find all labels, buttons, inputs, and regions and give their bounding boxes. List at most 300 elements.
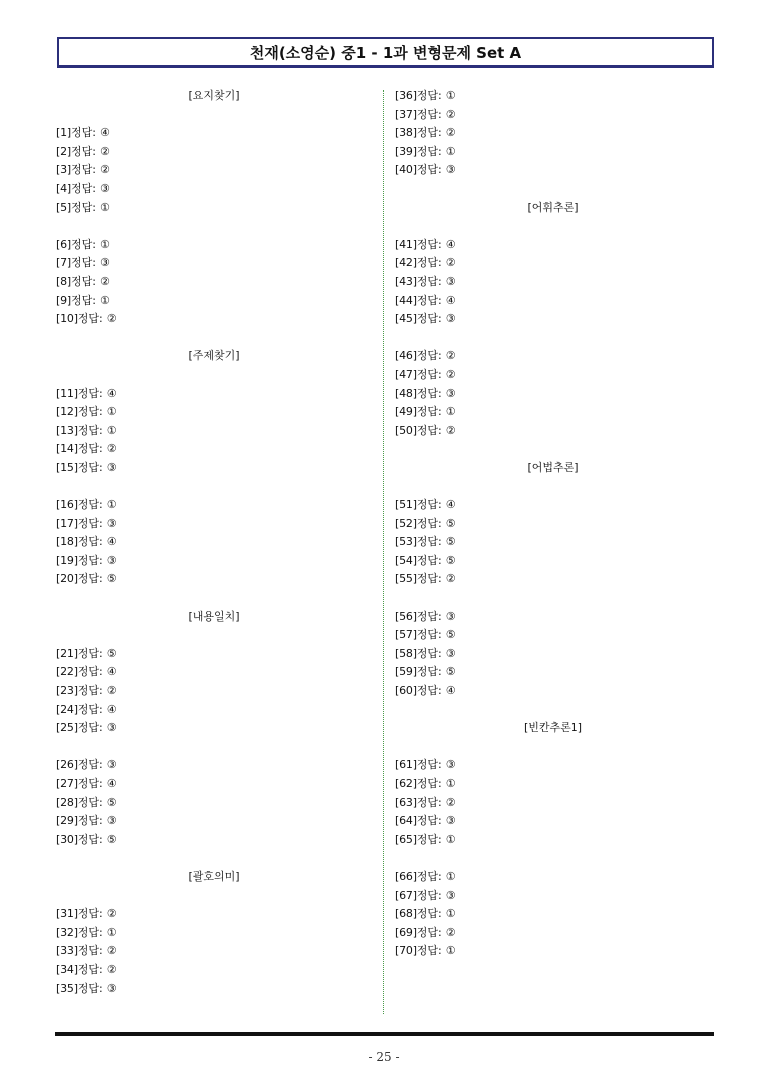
spacer-row	[395, 849, 695, 868]
answer-row	[395, 756, 695, 775]
answer-value: ⑤	[445, 628, 456, 642]
answer-row	[395, 366, 695, 385]
answer-label: 정답:	[416, 609, 442, 623]
answer-value: ②	[445, 256, 456, 270]
answer-value: ③	[445, 646, 456, 660]
answer-row	[395, 831, 695, 850]
answer-value: ③	[445, 609, 456, 623]
answer-value: ⑤	[445, 553, 456, 567]
answer-label: 정답:	[416, 405, 442, 419]
answer-row	[56, 756, 356, 775]
answer-label: 정답:	[77, 460, 103, 474]
answer-value: ③	[106, 516, 117, 530]
question-number: [49]	[395, 405, 417, 419]
answer-value: ③	[445, 163, 456, 177]
question-number: [9]	[56, 293, 71, 307]
spacer-row	[395, 589, 695, 608]
question-number: [18]	[56, 535, 78, 549]
answer-row	[395, 143, 695, 162]
question-number: [32]	[56, 925, 78, 939]
question-number: [35]	[56, 981, 78, 995]
question-number: [2]	[56, 144, 71, 158]
question-number: [70]	[395, 944, 417, 958]
answer-label: 정답:	[416, 312, 442, 326]
question-number: [56]	[395, 609, 417, 623]
answer-label: 정답:	[77, 684, 103, 697]
answer-value: ④	[106, 665, 117, 679]
answer-label: 정답:	[416, 386, 442, 400]
answer-value: ①	[99, 293, 110, 307]
answer-label: 정답:	[77, 646, 103, 660]
answer-value: ②	[99, 163, 110, 177]
answer-row	[56, 719, 356, 738]
answer-label: 정답:	[416, 944, 442, 958]
answer-row	[395, 124, 695, 143]
answer-label: 정답:	[77, 832, 103, 846]
answer-row	[395, 292, 695, 311]
answer-row	[56, 701, 356, 720]
answer-value: ③	[99, 256, 110, 270]
answer-value: ③	[445, 888, 456, 902]
question-number: [42]	[395, 256, 417, 270]
answer-label: 정답:	[416, 814, 442, 828]
question-number: [61]	[395, 758, 417, 772]
question-number: [45]	[395, 312, 417, 326]
answer-value: ⑤	[445, 535, 456, 549]
answer-row	[56, 161, 356, 180]
question-number: [63]	[395, 795, 417, 809]
answer-row	[395, 87, 695, 106]
question-number: [47]	[395, 367, 417, 381]
answer-value: ①	[99, 200, 110, 214]
answer-value: ③	[106, 721, 117, 735]
spacer-row	[56, 366, 356, 385]
question-number: [39]	[395, 144, 417, 158]
answer-label: 정답:	[77, 814, 103, 828]
answer-row	[395, 161, 695, 180]
answer-row	[56, 775, 356, 794]
answer-row	[395, 106, 695, 125]
answer-label: 정답:	[77, 312, 103, 326]
answer-value: ⑤	[106, 572, 117, 586]
answer-value: ④	[445, 684, 456, 697]
section-heading: [내용일치]	[188, 609, 240, 623]
question-number: [51]	[395, 498, 417, 512]
question-number: [10]	[56, 312, 78, 326]
answer-value: ③	[106, 814, 117, 828]
question-number: [8]	[56, 274, 71, 288]
answer-row	[56, 143, 356, 162]
answer-label: 정답:	[416, 776, 442, 790]
answer-row	[395, 924, 695, 943]
answer-label: 정답:	[416, 349, 442, 363]
answer-row	[395, 626, 695, 645]
answer-label: 정답:	[416, 293, 442, 307]
answer-row	[56, 942, 356, 961]
answer-label: 정답:	[70, 144, 96, 158]
footer-rule	[55, 1032, 714, 1036]
spacer-row	[56, 887, 356, 906]
question-number: [26]	[56, 758, 78, 772]
answer-row	[56, 663, 356, 682]
answer-value: ⑤	[106, 795, 117, 809]
spacer-row	[56, 106, 356, 125]
answer-value: ③	[445, 274, 456, 288]
question-number: [34]	[56, 962, 78, 976]
answer-label: 정답:	[416, 163, 442, 177]
question-number: [14]	[56, 442, 78, 456]
section-heading: [주제찾기]	[188, 349, 240, 363]
answer-row	[395, 496, 695, 515]
answer-label: 정답:	[416, 888, 442, 902]
answer-label: 정답:	[77, 423, 103, 437]
question-number: [48]	[395, 386, 417, 400]
question-number: [53]	[395, 535, 417, 549]
answer-row	[395, 794, 695, 813]
answer-label: 정답:	[70, 200, 96, 214]
answer-value: ②	[106, 907, 117, 921]
answer-row	[56, 980, 356, 999]
answer-label: 정답:	[77, 516, 103, 530]
answer-row	[56, 533, 356, 552]
answer-label: 정답:	[416, 628, 442, 642]
question-number: [40]	[395, 163, 417, 177]
question-number: [46]	[395, 349, 417, 363]
question-number: [44]	[395, 293, 417, 307]
answer-label: 정답:	[416, 795, 442, 809]
answer-row	[56, 403, 356, 422]
answer-row	[56, 515, 356, 534]
section-heading: [빈칸추론1]	[523, 721, 583, 735]
question-number: [5]	[56, 200, 71, 214]
answer-value: ①	[445, 89, 456, 102]
answer-value: ③	[445, 386, 456, 400]
answer-value: ③	[445, 814, 456, 828]
question-number: [4]	[56, 181, 71, 195]
question-number: [60]	[395, 684, 417, 697]
answer-label: 정답:	[77, 907, 103, 921]
answer-label: 정답:	[416, 925, 442, 939]
answer-label: 정답:	[77, 925, 103, 939]
question-number: [29]	[56, 814, 78, 828]
answer-row	[395, 403, 695, 422]
spacer-row	[395, 477, 695, 496]
answer-value: ②	[445, 367, 456, 381]
answer-value: ①	[106, 925, 117, 939]
answer-value: ②	[99, 144, 110, 158]
answer-value: ④	[106, 535, 117, 549]
answer-label: 정답:	[416, 684, 442, 697]
answer-label: 정답:	[416, 423, 442, 437]
question-number: [37]	[395, 107, 417, 121]
answer-row	[56, 254, 356, 273]
answer-value: ③	[445, 758, 456, 772]
answer-value: ⑤	[106, 646, 117, 660]
question-number: [68]	[395, 907, 417, 921]
answer-value: ②	[445, 572, 456, 586]
answer-value: ④	[445, 293, 456, 307]
answer-label: 정답:	[416, 126, 442, 140]
answer-value: ①	[445, 144, 456, 158]
question-number: [1]	[56, 126, 71, 140]
answer-label: 정답:	[416, 907, 442, 921]
answer-value: ②	[106, 442, 117, 456]
answer-row	[56, 831, 356, 850]
answer-row	[56, 645, 356, 664]
answer-row	[56, 385, 356, 404]
answer-value: ②	[106, 684, 117, 697]
spacer-row	[56, 217, 356, 236]
answer-row	[56, 199, 356, 218]
answer-value: ②	[445, 126, 456, 140]
answer-value: ②	[106, 962, 117, 976]
answer-value: ②	[445, 423, 456, 437]
answer-label: 정답:	[77, 702, 103, 716]
answer-row	[395, 663, 695, 682]
answer-row	[56, 422, 356, 441]
answer-row	[56, 794, 356, 813]
answer-row	[395, 868, 695, 887]
answer-value: ①	[445, 944, 456, 958]
answer-label: 정답:	[416, 758, 442, 772]
question-number: [31]	[56, 907, 78, 921]
answer-row	[395, 887, 695, 906]
question-number: [50]	[395, 423, 417, 437]
answer-label: 정답:	[416, 553, 442, 567]
answer-label: 정답:	[70, 256, 96, 270]
answer-row	[56, 124, 356, 143]
question-number: [21]	[56, 646, 78, 660]
answer-value: ③	[445, 312, 456, 326]
question-number: [54]	[395, 553, 417, 567]
answer-label: 정답:	[416, 237, 442, 251]
answer-row	[395, 310, 695, 329]
section-heading: [괄호의미]	[188, 869, 240, 883]
spacer-row	[395, 738, 695, 757]
answer-row	[56, 310, 356, 329]
answer-label: 정답:	[416, 498, 442, 512]
page-number: - 25 -	[368, 1050, 400, 1064]
question-number: [58]	[395, 646, 417, 660]
answer-label: 정답:	[416, 274, 442, 288]
answer-label: 정답:	[416, 144, 442, 158]
answer-label: 정답:	[416, 646, 442, 660]
answer-value: ③	[106, 981, 117, 995]
answer-label: 정답:	[416, 572, 442, 586]
answer-row	[395, 273, 695, 292]
answer-label: 정답:	[77, 442, 103, 456]
answer-row	[395, 515, 695, 534]
answer-value: ③	[106, 460, 117, 474]
answer-value: ②	[445, 795, 456, 809]
question-number: [7]	[56, 256, 71, 270]
question-number: [30]	[56, 832, 78, 846]
question-number: [25]	[56, 721, 78, 735]
answer-label: 정답:	[70, 274, 96, 288]
answer-value: ②	[99, 274, 110, 288]
answer-value: ②	[106, 944, 117, 958]
answer-label: 정답:	[77, 553, 103, 567]
answer-label: 정답:	[416, 869, 442, 883]
answer-value: ⑤	[106, 832, 117, 846]
answer-value: ①	[106, 405, 117, 419]
left-answer-column	[56, 87, 356, 998]
answer-label: 정답:	[416, 89, 442, 102]
answer-label: 정답:	[70, 163, 96, 177]
answer-label: 정답:	[77, 944, 103, 958]
answer-label: 정답:	[77, 795, 103, 809]
spacer-row	[395, 329, 695, 348]
question-number: [28]	[56, 795, 78, 809]
answer-value: ②	[106, 312, 117, 326]
answer-row	[395, 533, 695, 552]
answer-label: 정답:	[77, 572, 103, 586]
question-number: [57]	[395, 628, 417, 642]
answer-label: 정답:	[77, 962, 103, 976]
question-number: [43]	[395, 274, 417, 288]
question-number: [33]	[56, 944, 78, 958]
answer-value: ①	[106, 498, 117, 512]
answer-label: 정답:	[416, 367, 442, 381]
section-heading: [어휘추론]	[527, 200, 579, 214]
question-number: [69]	[395, 925, 417, 939]
answer-value: ④	[106, 702, 117, 716]
answer-value: ③	[99, 181, 110, 195]
answer-row	[395, 905, 695, 924]
answer-label: 정답:	[416, 535, 442, 549]
answer-row	[395, 254, 695, 273]
spacer-row	[56, 477, 356, 496]
answer-label: 정답:	[77, 721, 103, 735]
answer-label: 정답:	[77, 665, 103, 679]
section-heading: [요지찾기]	[188, 89, 240, 102]
answer-row	[395, 645, 695, 664]
spacer-row	[395, 440, 695, 459]
answer-row	[56, 273, 356, 292]
answer-label: 정답:	[416, 832, 442, 846]
spacer-row	[56, 738, 356, 757]
answer-value: ④	[99, 126, 110, 140]
question-number: [15]	[56, 460, 78, 474]
spacer-row	[56, 589, 356, 608]
answer-row	[395, 552, 695, 571]
answer-value: ①	[445, 869, 456, 883]
question-number: [3]	[56, 163, 71, 177]
answer-value: ③	[106, 553, 117, 567]
spacer-row	[395, 180, 695, 199]
answer-value: ②	[445, 925, 456, 939]
question-number: [16]	[56, 498, 78, 512]
answer-row	[56, 552, 356, 571]
spacer-row	[56, 849, 356, 868]
answer-value: ④	[106, 776, 117, 790]
answer-label: 정답:	[77, 498, 103, 512]
answer-row	[395, 942, 695, 961]
answer-label: 정답:	[70, 237, 96, 251]
answer-value: ①	[445, 907, 456, 921]
answer-row	[395, 236, 695, 255]
question-number: [52]	[395, 516, 417, 530]
answer-label: 정답:	[70, 181, 96, 195]
answer-label: 정답:	[77, 405, 103, 419]
answer-label: 정답:	[416, 665, 442, 679]
answer-label: 정답:	[77, 535, 103, 549]
answer-value: ④	[445, 237, 456, 251]
answer-row	[395, 812, 695, 831]
question-number: [27]	[56, 776, 78, 790]
answer-value: ①	[99, 237, 110, 251]
spacer-row	[56, 329, 356, 348]
answer-value: ②	[445, 349, 456, 363]
question-number: [12]	[56, 405, 78, 419]
answer-row	[56, 682, 356, 701]
answer-label: 정답:	[77, 386, 103, 400]
answer-label: 정답:	[77, 758, 103, 772]
question-number: [36]	[395, 89, 417, 102]
question-number: [65]	[395, 832, 417, 846]
document-title-box	[57, 37, 714, 68]
answer-label: 정답:	[70, 293, 96, 307]
question-number: [64]	[395, 814, 417, 828]
question-number: [59]	[395, 665, 417, 679]
answer-row	[56, 924, 356, 943]
answer-row	[56, 496, 356, 515]
question-number: [24]	[56, 702, 78, 716]
answer-row	[395, 682, 695, 701]
answer-label: 정답:	[77, 776, 103, 790]
answer-label: 정답:	[70, 126, 96, 140]
question-number: [38]	[395, 126, 417, 140]
answer-value: ②	[445, 107, 456, 121]
right-answer-column	[395, 87, 695, 961]
question-number: [23]	[56, 684, 78, 697]
question-number: [67]	[395, 888, 417, 902]
answer-value: ①	[445, 776, 456, 790]
question-number: [11]	[56, 386, 78, 400]
question-number: [41]	[395, 237, 417, 251]
document-title: 천재(소영순) 중1 - 1과 변형문제 Set A	[249, 43, 522, 62]
answer-value: ①	[445, 832, 456, 846]
answer-row	[395, 570, 695, 589]
answer-row	[395, 347, 695, 366]
answer-row	[56, 180, 356, 199]
answer-value: ①	[106, 423, 117, 437]
question-number: [66]	[395, 869, 417, 883]
question-number: [55]	[395, 572, 417, 586]
answer-row	[395, 385, 695, 404]
spacer-row	[56, 626, 356, 645]
answer-row	[56, 570, 356, 589]
column-divider	[383, 90, 384, 1014]
answer-value: ⑤	[445, 665, 456, 679]
answer-value: ④	[445, 498, 456, 512]
answer-label: 정답:	[77, 981, 103, 995]
answer-label: 정답:	[416, 516, 442, 530]
question-number: [13]	[56, 423, 78, 437]
answer-row	[56, 292, 356, 311]
question-number: [17]	[56, 516, 78, 530]
answer-value: ⑤	[445, 516, 456, 530]
question-number: [6]	[56, 237, 71, 251]
question-number: [62]	[395, 776, 417, 790]
answer-row	[56, 459, 356, 478]
answer-row	[56, 440, 356, 459]
spacer-row	[395, 701, 695, 720]
answer-value: ④	[106, 386, 117, 400]
answer-value: ③	[106, 758, 117, 772]
answer-row	[395, 775, 695, 794]
answer-row	[56, 961, 356, 980]
